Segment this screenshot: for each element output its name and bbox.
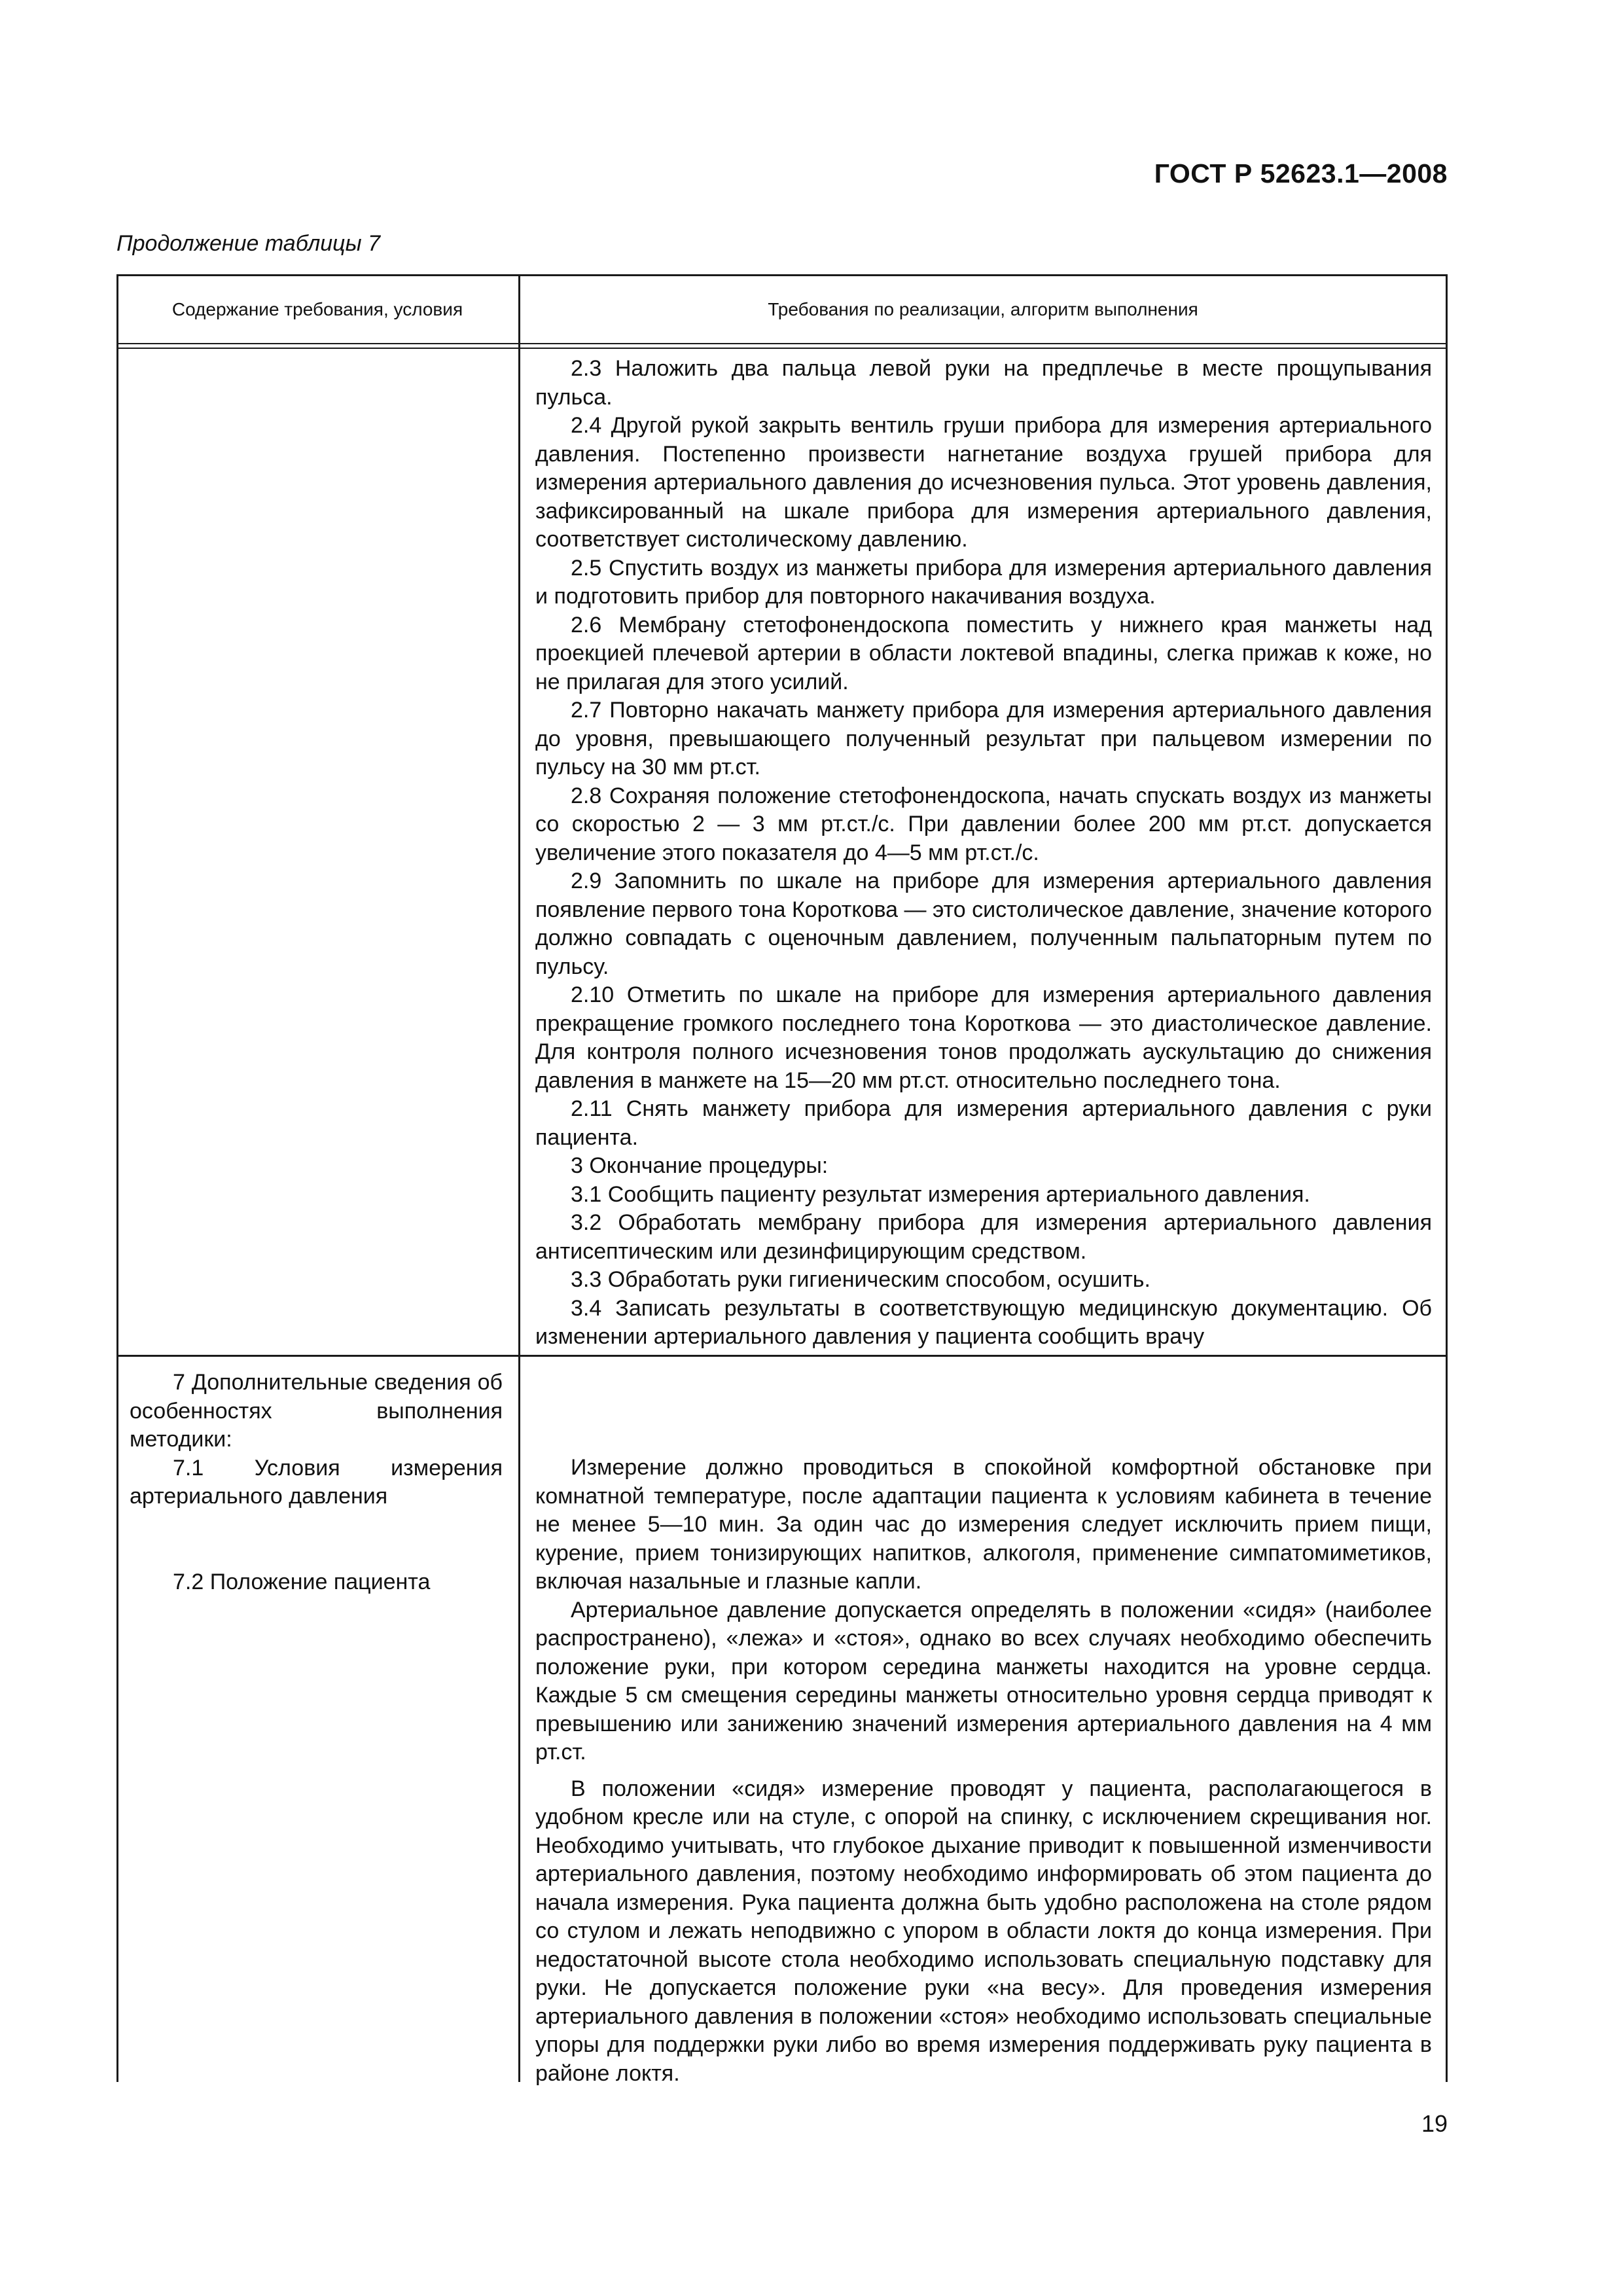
step-3: 3 Окончание процедуры: (571, 1153, 829, 1178)
header-rule-2 (116, 348, 1448, 349)
step-2-11: 2.11 Снять манжету прибора для измерения артериального давления с руки пациента. (535, 1096, 1432, 1150)
column-header-implementation: Требования по реализации, алгоритм выполнения (768, 299, 1198, 319)
row2-implementation-cell (535, 1454, 1432, 2088)
step-3-1: 3.1 Сообщить пациенту результат измерения артериального давления. (571, 1181, 1310, 1207)
column-header-requirement: Содержание требования, условия (171, 299, 463, 319)
table-border-right (1446, 274, 1448, 2082)
sitting-position-text: В положении «сидя» измерение проводят у пациента, располагающегося в удобном кресле или на стуле, с опорой на спинку, с исключением скрещивания ног. Необходимо учитывать, что глубокое дыхание приводит к повышенной изменчивости артериального давления, поэтому необходимо информировать об этом пациента до начала измерения. Рука пациента должна быть удобно расположена на столе рядом со стулом и лежать неподвижно с упором в области локтя до конца измерения. При недостаточной высоте стола необходимо использовать специальную подставку для руки. Не допускается положение руки «на весу». Для проведения измерения артериального давления в положении «стоя» необходимо использовать специальные упоры для поддержки руки либо во время измерения поддерживать руку пациента в районе локтя. (535, 1776, 1432, 2086)
table-border-top (116, 274, 1448, 276)
step-2-6: 2.6 Мембрану стетофонендоскопа поместить у нижнего края манжеты над проекцией плечевой артерии в области локтевой впадины, слегка прижав к коже, но не прилагая для этого усилий. (535, 612, 1432, 694)
row1-implementation-cell (535, 355, 1432, 1352)
step-2-7: 2.7 Повторно накачать манжету прибора для измерения артериального давления до уровня, превышающего полученный результат при пальцевом измерении по пульсу на 30 мм рт.ст. (535, 698, 1432, 780)
step-3-4: 3.4 Записать результаты в соответствующую медицинскую документацию. Об изменении артериального давления у пациента сообщить врачу (535, 1295, 1432, 1349)
step-3-3: 3.3 Обработать руки гигиеническим способом, осушить. (571, 1267, 1150, 1292)
item-7-1-title: 7.1 Условия измерения артериального давления (130, 1455, 503, 1509)
measurement-conditions-text: Измерение должно проводиться в спокойной комфортной обстановке при комнатной температуре, после адаптации пациента к условиям кабинета в течение не менее 5—10 мин. За один час до измерения следует исключить прием пищи, курение, прием тонизирующих напитков, алкоголя, применение симпатомиметиков, включая назальные и глазные капли. (535, 1455, 1432, 1594)
header-rule-1 (116, 343, 1448, 344)
step-2-10: 2.10 Отметить по шкале на приборе для измерения артериального давления прекращение громкого последнего тона Короткова — это диастолическое давление. Для контроля полного исчезновения тонов продолжать аускультацию до снижения давления в манжете на 15—20 мм рт.ст. относительно последнего тона. (535, 982, 1432, 1093)
step-2-5: 2.5 Спустить воздух из манжеты прибора для измерения артериального давления и подготовить прибор для повторного накачивания воздуха. (535, 555, 1432, 609)
row-divider (116, 1355, 1448, 1357)
step-2-8: 2.8 Сохраняя положение стетофонендоскопа, начать спускать воздух из манжеты со скоростью 2 — 3 мм рт.ст./с. При давлении более 200 мм рт.ст. допускается увеличение этого показателя до 4—5 мм рт.ст./с. (535, 783, 1432, 865)
document-code: ГОСТ Р 52623.1—2008 (1154, 158, 1448, 188)
step-2-3: 2.3 Наложить два пальца левой руки на предплечье в месте прощупывания пульса. (535, 356, 1432, 410)
step-3-2: 3.2 Обработать мембрану прибора для измерения артериального давления антисептическим или дезинфицирующим средством. (535, 1210, 1432, 1264)
row2-requirement-cell (130, 1369, 503, 1596)
requirements-table (116, 274, 1448, 2086)
step-2-9: 2.9 Запомнить по шкале на приборе для измерения артериального давления появление первого тона Короткова — это систолическое давление, значение которого должно совпадать с оценочным давлением, полученным пальпаторным путем по пульсу. (535, 869, 1432, 979)
step-2-4: 2.4 Другой рукой закрыть вентиль груши прибора для измерения артериального давления. Постепенно произвести нагнетание воздуха грушей прибора для измерения артериального давления до исчезновения пульса. Этот уровень давления, зафиксированный на шкале прибора для измерения артериального давления, соответствует систолическому давлению. (535, 413, 1432, 552)
table-border-left (116, 274, 118, 2082)
page-number: 19 (1421, 2110, 1448, 2137)
table-continuation-caption: Продолжение таблицы 7 (116, 231, 380, 256)
patient-position-text: Артериальное давление допускается определять в положении «сидя» (наиболее распространено), «лежа» и «стоя», однако во всех случаях необходимо обеспечить положение руки, при котором середина манжеты находится на уровне сердца. Каждые 5 см смещения середины манжеты относительно уровня сердца приводят к превышению или занижению значений измерения артериального давления на 4 мм рт.ст. (535, 1597, 1432, 1765)
table-column-divider (518, 274, 520, 2082)
section-7-title: 7 Дополнительные сведения об особенностях выполнения методики: (130, 1370, 503, 1452)
item-7-2-title: 7.2 Положение пациента (173, 1569, 431, 1594)
